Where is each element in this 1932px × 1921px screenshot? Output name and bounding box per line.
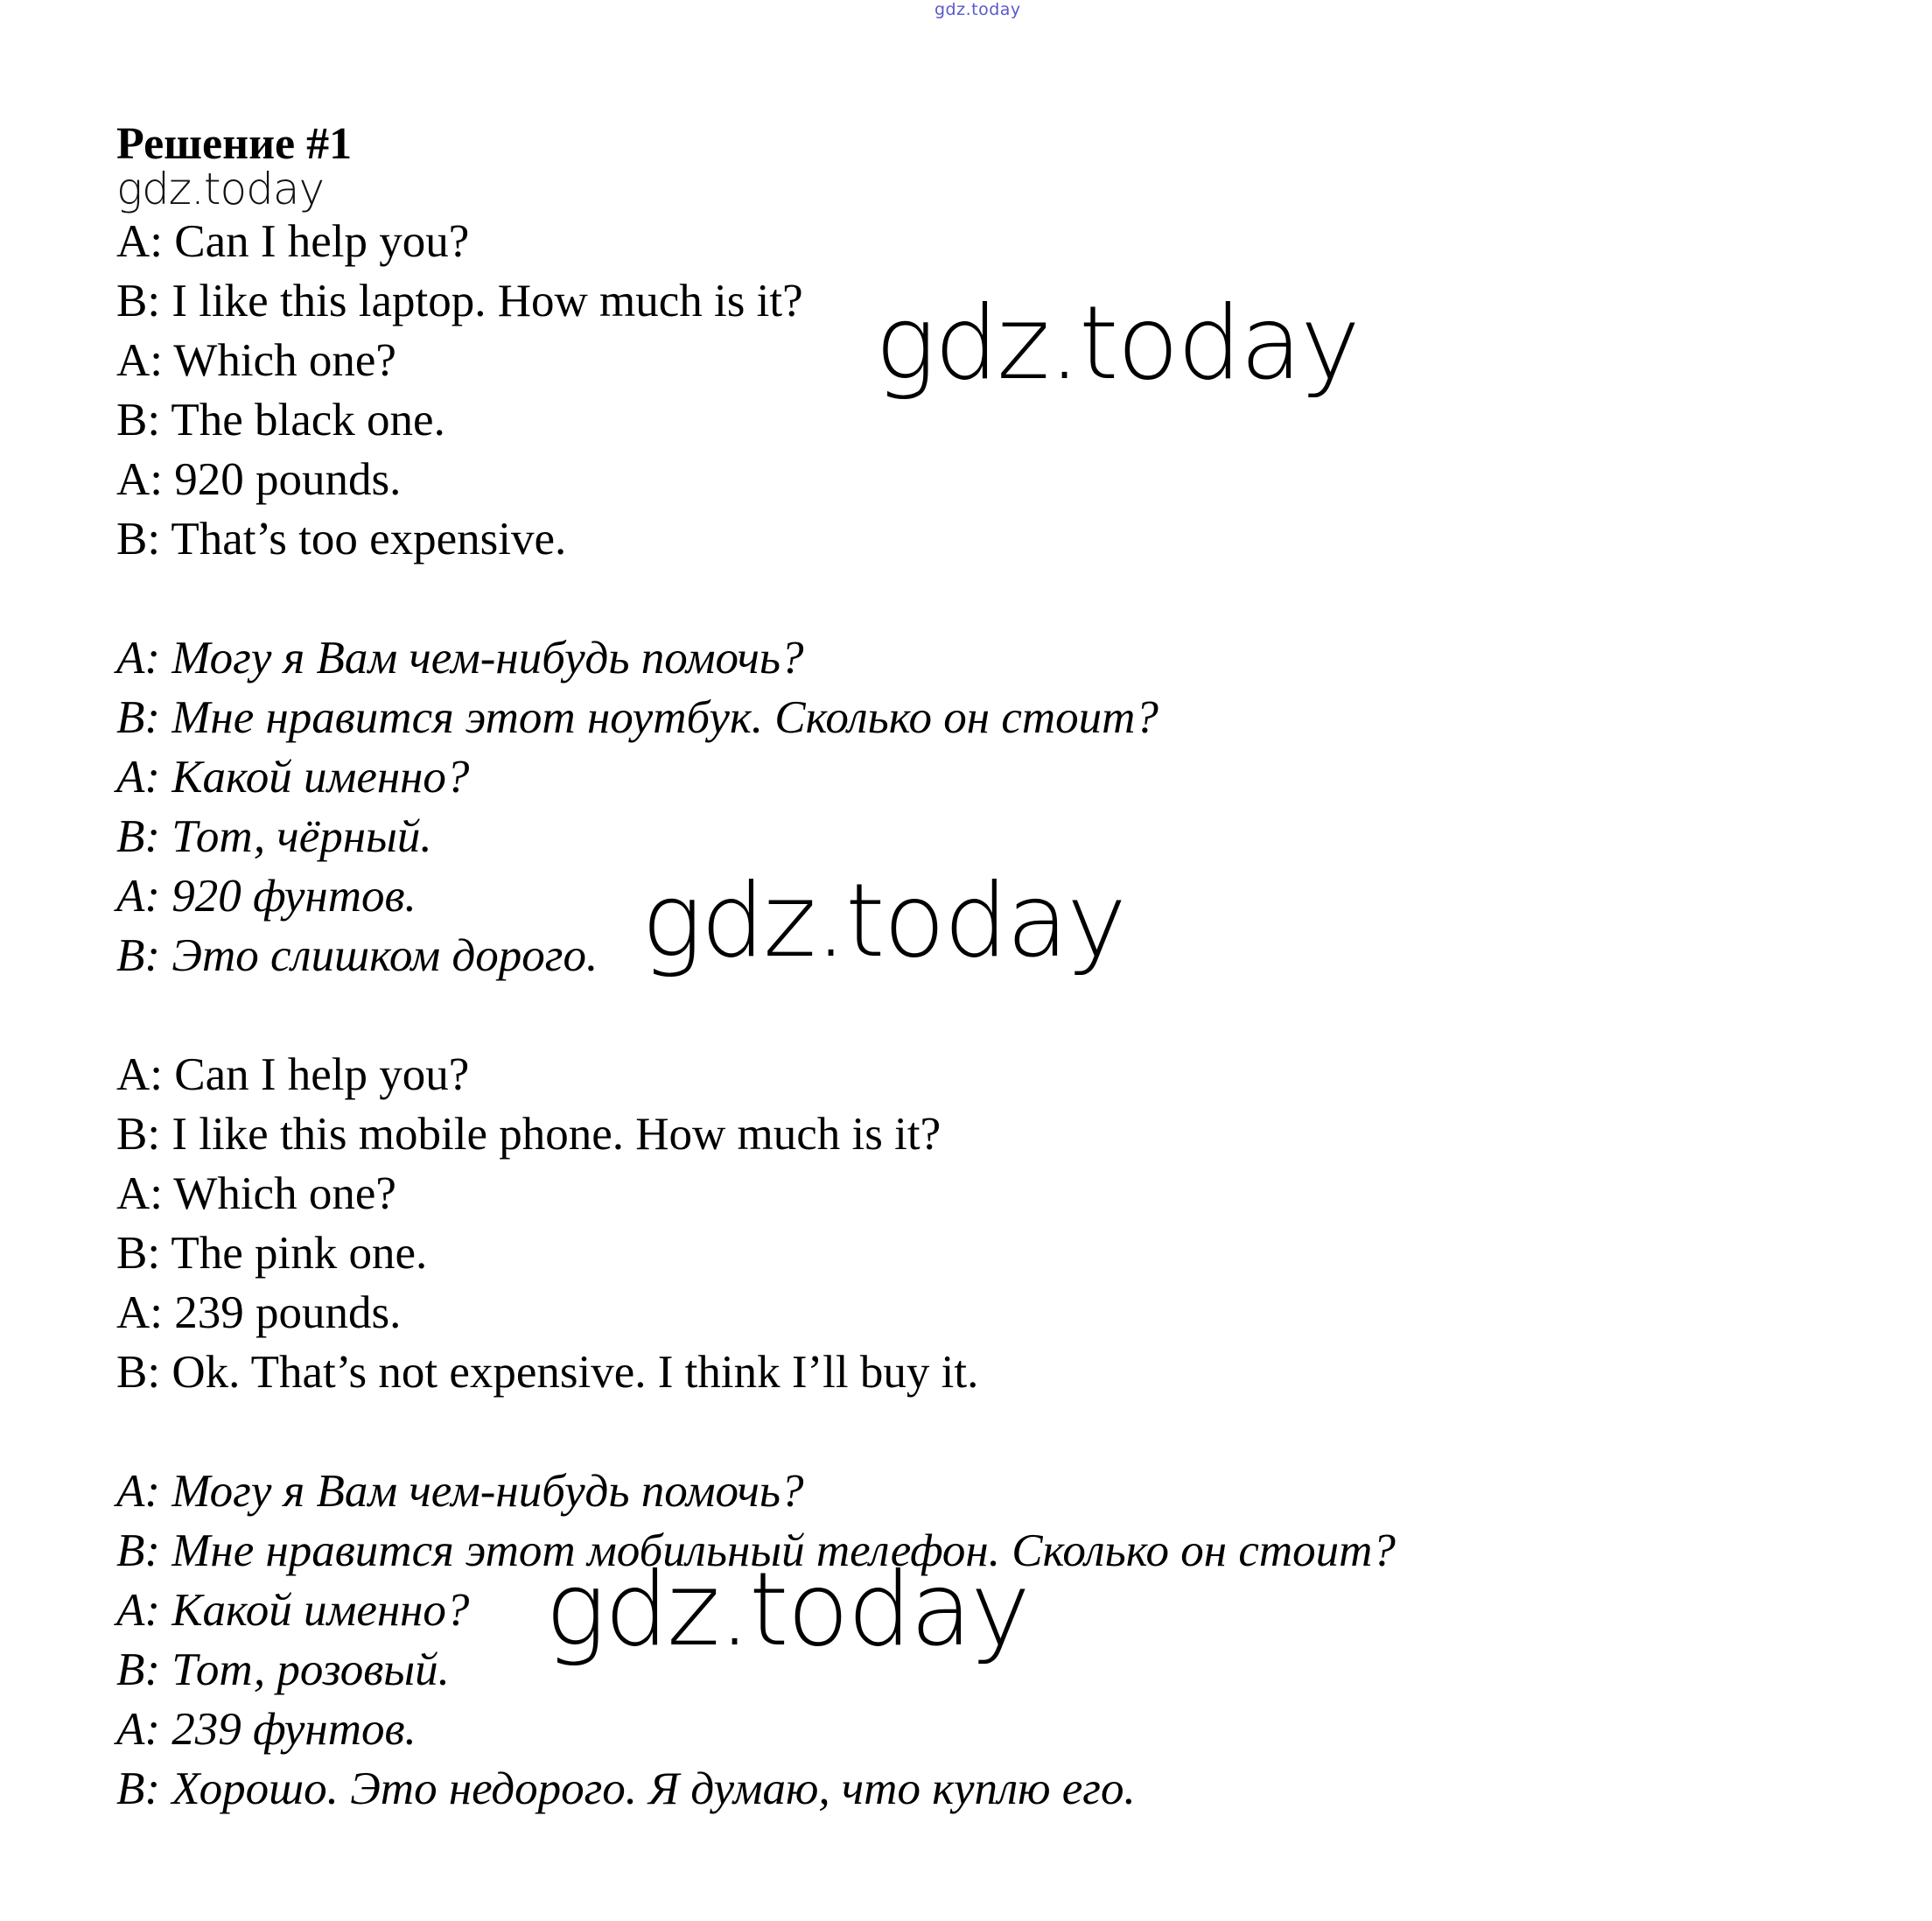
dialogue-line: A: Which one?	[116, 1168, 396, 1219]
spacer	[116, 569, 1779, 628]
dialogue-line: A: 239 pounds.	[116, 1287, 402, 1338]
dialogue-line: A: 920 pounds.	[116, 454, 402, 505]
dialogue-line: B: Ok. That’s not expensive. I think I’ll buy it.	[116, 1347, 979, 1398]
watermark-large: gdz.today	[641, 862, 1125, 980]
dialogue-line: B: Это слишком дорого.	[116, 930, 598, 981]
dialogue-line: B: I like this mobile phone. How much is it?	[116, 1109, 942, 1160]
dialogue-line: A: Can I help you?	[116, 1049, 470, 1100]
dialogue-line: A: Which one?	[116, 335, 396, 386]
dialogue-line: B: Мне нравится этот ноутбук. Сколько он стоит?	[116, 692, 1158, 743]
dialogue-line: A: 920 фунтов.	[116, 871, 416, 922]
dialogue-line: B: I like this laptop. How much is it?	[116, 276, 803, 326]
site-label: gdz.today	[116, 164, 325, 214]
dialogue-line: A: Какой именно?	[116, 1585, 470, 1636]
dialogue-line: B: Тот, чёрный.	[116, 811, 432, 862]
dialogue-line: B: Мне нравится этот мобильный телефон. Сколько он стоит?	[116, 1525, 1396, 1576]
dialogue-line: B: Хорошо. Это недорого. Я думаю, что куплю его.	[116, 1763, 1136, 1814]
dialogue-line: B: The pink one.	[116, 1228, 428, 1279]
dialogue-line: A: Can I help you?	[116, 216, 470, 267]
dialogue-line: A: Могу я Вам чем-нибудь помочь?	[116, 633, 804, 684]
dialogue-line: B: That’s too expensive.	[116, 514, 567, 564]
page-title: Решение #1	[116, 119, 353, 169]
spacer	[116, 1402, 1779, 1462]
dialogue-line: A: Могу я Вам чем-нибудь помочь?	[116, 1466, 804, 1517]
header-watermark: gdz.today	[934, 0, 1021, 19]
watermark-large: gdz.today	[545, 1551, 1029, 1669]
dialogue-line: B: The black one.	[116, 395, 445, 445]
dialogue-block-english-2	[116, 1045, 1779, 1402]
dialogue-line: A: Какой именно?	[116, 752, 470, 803]
spacer	[116, 985, 1779, 1045]
dialogue-line: A: 239 фунтов.	[116, 1704, 416, 1755]
dialogue-line: B: Тот, розовый.	[116, 1644, 450, 1695]
watermark-large: gdz.today	[875, 284, 1359, 403]
